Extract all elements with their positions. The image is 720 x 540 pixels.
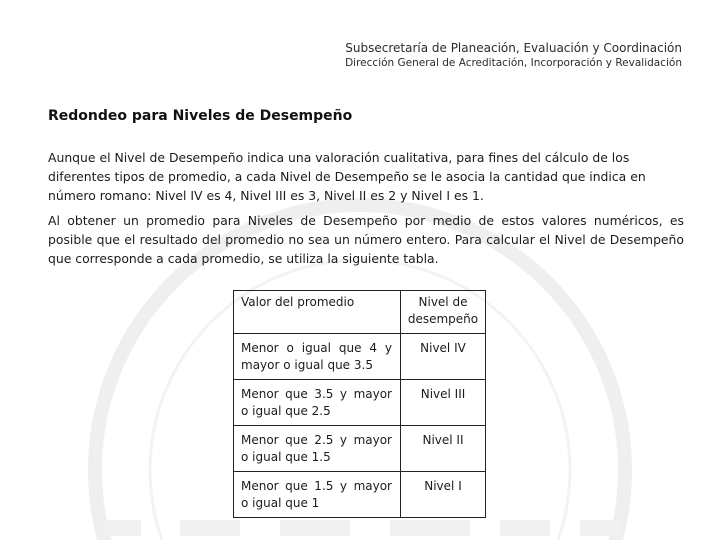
paragraph-explanation: Al obtener un promedio para Niveles de Desempeño por medio de estos valores numéricos, es posible que el resultado del promedio no sea un número entero. Para calcular el Nivel de Desempeño que corresponde a cada promedio, se utiliza la siguiente tabla. [48, 213, 684, 266]
range-cell: Menor que 1.5 y mayor o igual que 1 [234, 472, 401, 518]
level-cell: Nivel I [401, 472, 486, 518]
paragraph-intro: Aunque el Nivel de Desempeño indica una valoración cualitativa, para fines del cálculo de los diferentes tipos de promedio, a cada Nivel de Desempeño se le asocia la cantidad que indica en número romano: Nivel IV es 4, Nivel III es 3, Nivel II es 2 y Nivel I es 1. [48, 150, 646, 203]
table-row [234, 334, 486, 380]
range-cell: Menor que 3.5 y mayor o igual que 2.5 [234, 380, 401, 426]
table-row [234, 380, 486, 426]
table-row [234, 426, 486, 472]
range-cell: Menor que 2.5 y mayor o igual que 1.5 [234, 426, 401, 472]
performance-level-table [233, 290, 486, 518]
header-direccion: Dirección General de Acreditación, Incorporación y Revalidación [345, 57, 682, 69]
document-header [345, 40, 682, 71]
level-cell: Nivel II [401, 426, 486, 472]
header-subsecretaria: Subsecretaría de Planeación, Evaluación y Coordinación [345, 41, 682, 55]
level-cell: Nivel IV [401, 334, 486, 380]
table-row [234, 472, 486, 518]
section-title: Redondeo para Niveles de Desempeño [48, 108, 353, 124]
header-cell-nivel: Nivel de desempeño [401, 291, 486, 334]
table-header-row [234, 291, 486, 334]
range-cell: Menor o igual que 4 y mayor o igual que 3.5 [234, 334, 401, 380]
level-cell: Nivel III [401, 380, 486, 426]
header-cell-valor: Valor del promedio [234, 291, 401, 334]
